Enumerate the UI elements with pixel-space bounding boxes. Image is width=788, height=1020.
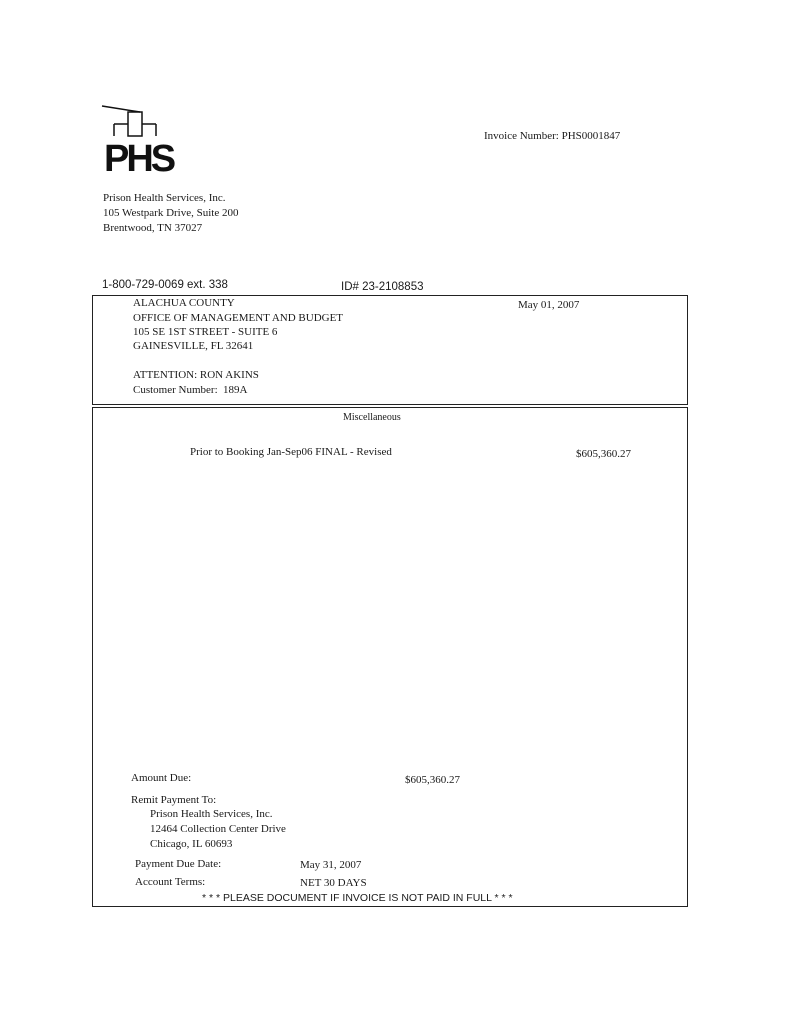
svg-text:PHS: PHS <box>104 138 174 174</box>
payment-due-label: Payment Due Date: <box>135 858 222 870</box>
company-address-1: 105 Westpark Drive, Suite 200 <box>103 207 239 219</box>
phs-logo <box>100 104 190 174</box>
remit-label: Remit Payment To: <box>131 794 217 806</box>
remit-name: Prison Health Services, Inc. <box>150 808 273 820</box>
attention-line: ATTENTION: RON AKINS <box>133 369 259 381</box>
company-phone: 1-800-729-0069 ext. 338 <box>102 279 228 291</box>
invoice-date: May 01, 2007 <box>518 299 580 311</box>
line-item-description: Prior to Booking Jan-Sep06 FINAL - Revised <box>190 446 392 458</box>
customer-number: 189A <box>223 384 248 396</box>
remit-address-2: Chicago, IL 60693 <box>150 838 233 850</box>
bill-to-line-4: GAINESVILLE, FL 32641 <box>133 340 254 352</box>
company-address-2: Brentwood, TN 37027 <box>103 222 203 234</box>
tax-id: ID# 23-2108853 <box>341 281 424 293</box>
amount-due: $605,360.27 <box>405 774 460 786</box>
remit-address-1: 12464 Collection Center Drive <box>150 823 286 835</box>
account-terms-label: Account Terms: <box>135 876 206 888</box>
account-terms: NET 30 DAYS <box>300 877 367 889</box>
payment-due-date: May 31, 2007 <box>300 859 362 871</box>
amount-due-label: Amount Due: <box>131 772 192 784</box>
company-name: Prison Health Services, Inc. <box>103 192 226 204</box>
bill-to-line-1: ALACHUA COUNTY <box>133 297 235 309</box>
bill-to-line-3: 105 SE 1ST STREET - SUITE 6 <box>133 326 278 338</box>
bill-to-line-2: OFFICE OF MANAGEMENT AND BUDGET <box>133 312 344 324</box>
section-title: Miscellaneous <box>343 412 401 423</box>
phs-logo-graphic <box>100 104 190 174</box>
line-item-amount: $605,360.27 <box>576 448 631 460</box>
payment-notice: * * * PLEASE DOCUMENT IF INVOICE IS NOT PAID IN FULL * * * <box>202 892 513 904</box>
customer-number-label: Customer Number: <box>133 384 218 396</box>
invoice-number: Invoice Number: PHS0001847 <box>484 130 621 142</box>
